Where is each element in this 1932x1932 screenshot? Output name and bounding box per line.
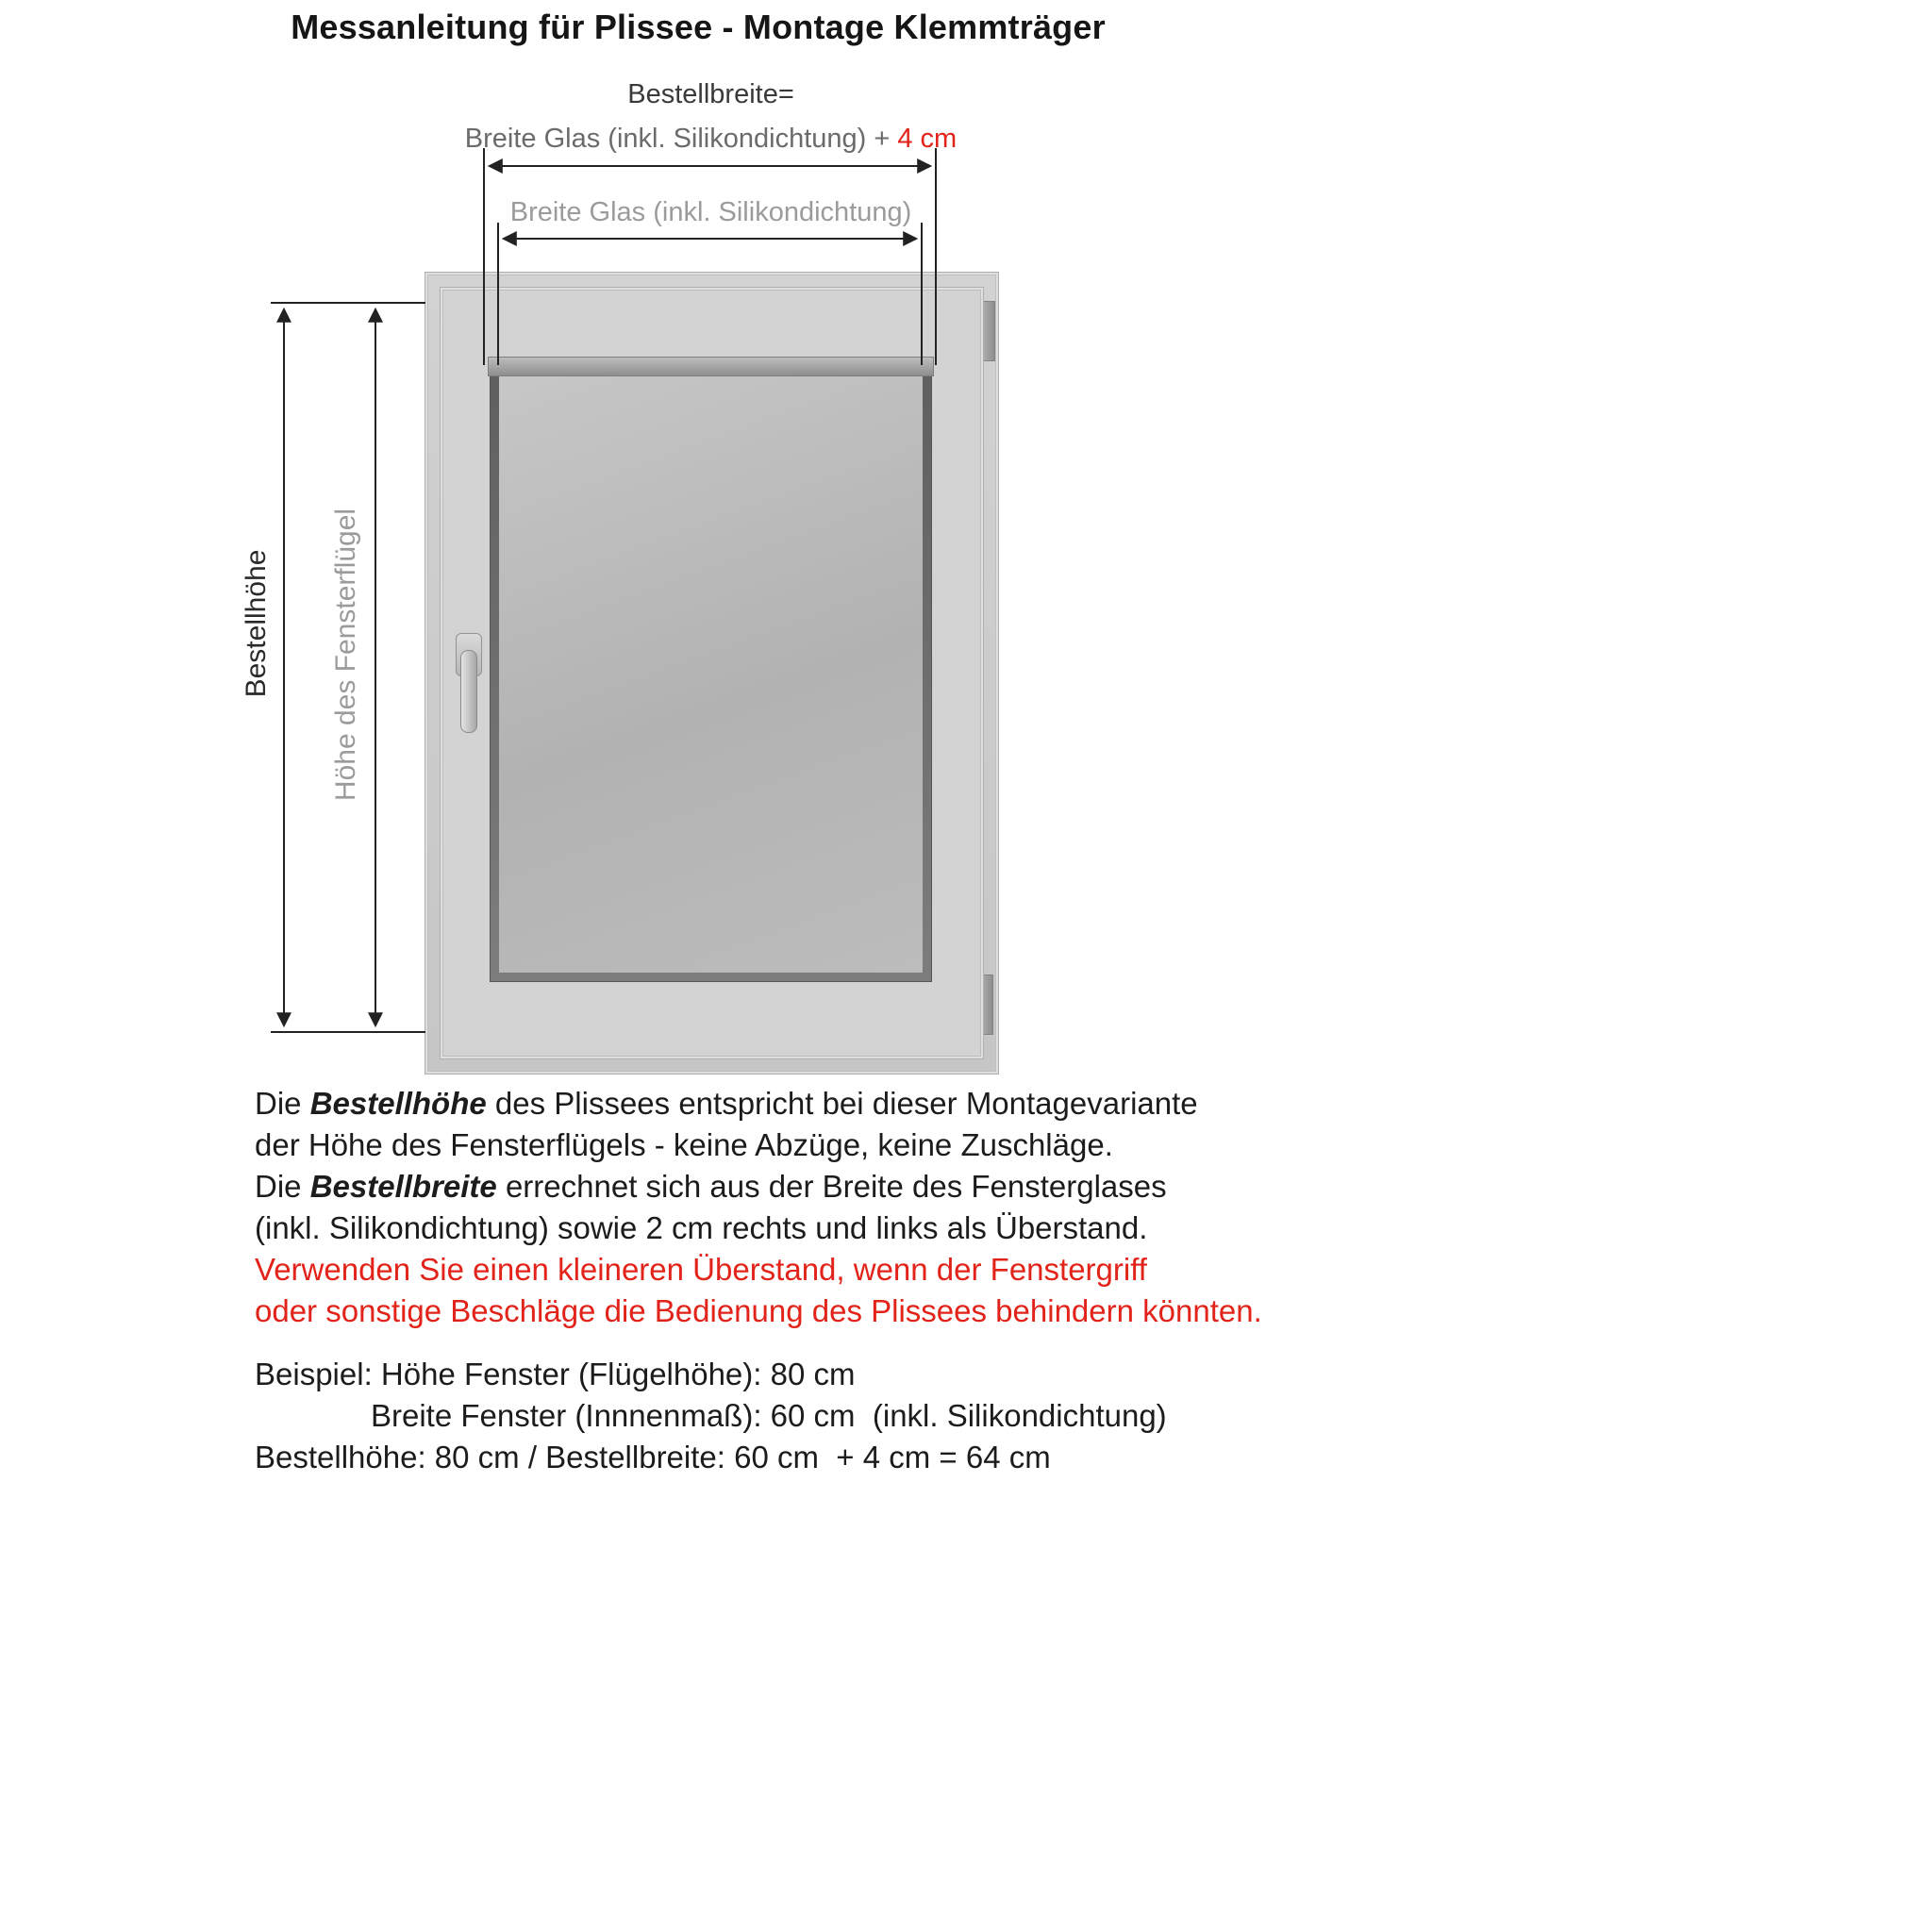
window-frame [425, 272, 999, 1074]
order-height-label: Bestellhöhe [241, 549, 272, 698]
warning-line-2: oder sonstige Beschläge die Bedienung des Plissees behindern könnten. [255, 1293, 1262, 1328]
glass-width-plus-label [425, 124, 997, 155]
glass-width-plus-text: Breite Glas (inkl. Silikondichtung) + [464, 124, 898, 154]
example-line-1: Beispiel: Höhe Fenster (Flügelhöhe): 80 cm [255, 1357, 856, 1391]
page-title: Messanleitung für Plissee - Montage Klemmträger [291, 8, 1106, 46]
glass-frame [490, 361, 932, 982]
warning-line-1: Verwenden Sie einen kleineren Überstand, wenn der Fenstergriff [255, 1252, 1147, 1287]
text-line-3-suffix: errechnet sich aus der Breite des Fensterglases [496, 1169, 1167, 1204]
text-line-3-prefix: Die [255, 1169, 310, 1204]
example-text [255, 1354, 1368, 1478]
window-glass [499, 371, 923, 973]
text-line-3 [255, 1166, 1368, 1208]
window-sash [440, 287, 984, 1059]
example-line-2: Breite Fenster (Innnenmaß): 60 cm (inkl. Silikondichtung) [371, 1398, 1167, 1433]
sash-height-label: Höhe des Fensterflügel [330, 508, 361, 802]
explanation-text [255, 1083, 1368, 1332]
order-width-label: Bestellbreite= [627, 79, 794, 109]
window-handle [460, 650, 477, 733]
text-line-2: der Höhe des Fensterflügels - keine Abzüge, keine Zuschläge. [255, 1127, 1113, 1162]
text-line-1 [255, 1083, 1368, 1124]
glass-width-label: Breite Glas (inkl. Silikondichtung) [509, 197, 912, 227]
glass-width-plus-value: 4 cm [897, 124, 958, 154]
text-line-4: (inkl. Silikondichtung) sowie 2 cm rechts und links als Überstand. [255, 1210, 1148, 1245]
plissee-top-rail [488, 357, 934, 376]
example-line-3: Bestellhöhe: 80 cm / Bestellbreite: 60 cm + 4 cm = 64 cm [255, 1440, 1051, 1474]
order-height-term: Bestellhöhe [309, 1086, 487, 1121]
text-line-1-suffix: des Plissees entspricht bei dieser Montagevariante [486, 1086, 1198, 1121]
order-width-term: Bestellbreite [309, 1169, 497, 1204]
text-line-1-prefix: Die [255, 1086, 310, 1121]
